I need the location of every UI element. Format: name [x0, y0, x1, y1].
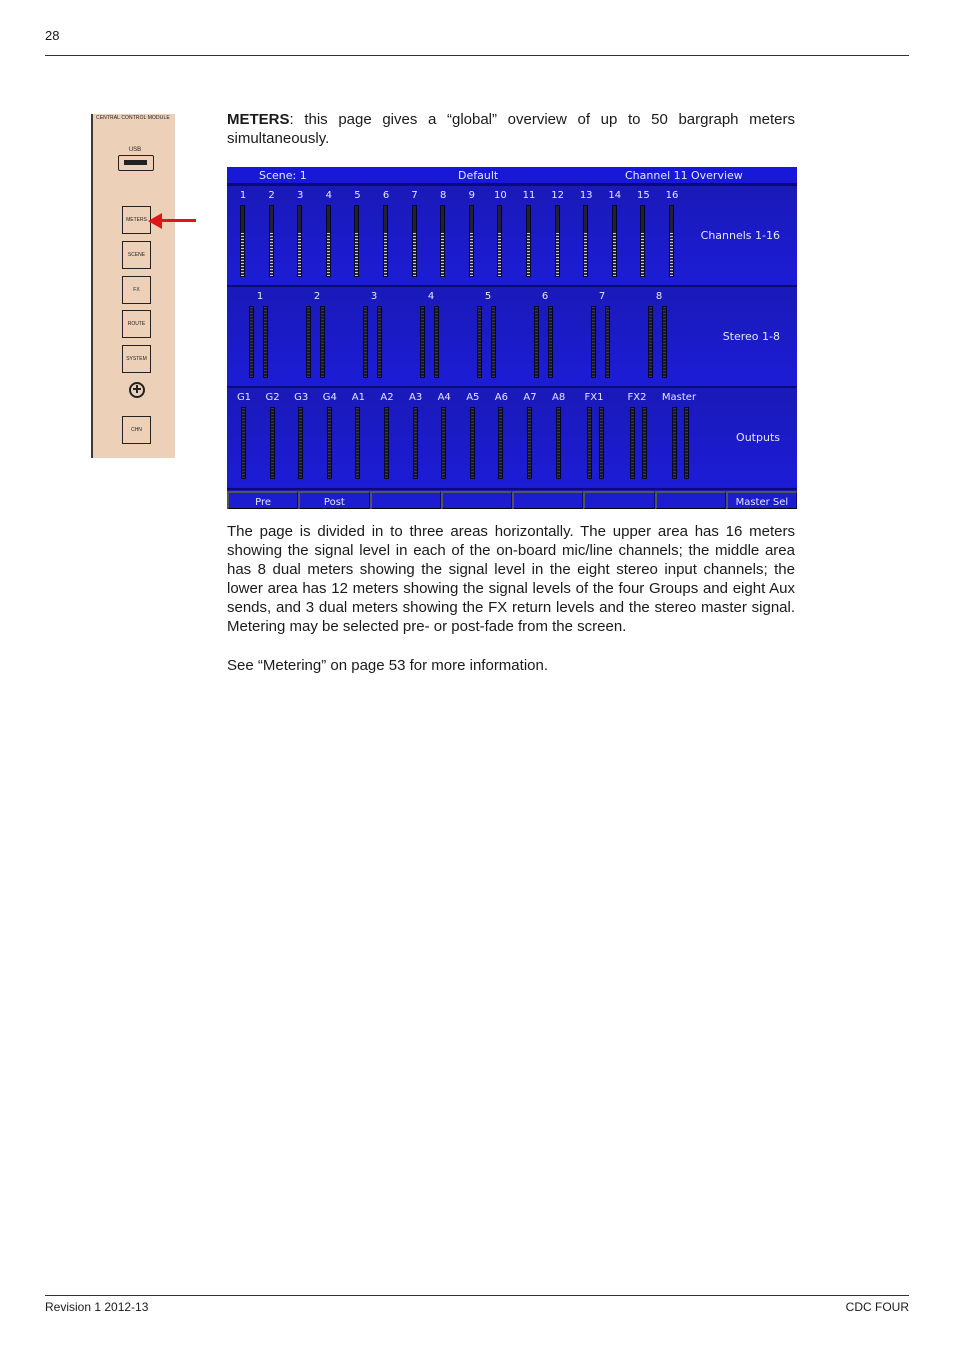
stereo-meter-label: 4 [427, 291, 435, 302]
screen-soft-button-7[interactable] [655, 491, 726, 509]
channel-meter-bar [526, 205, 531, 277]
channel-meter-bar [354, 205, 359, 277]
stereo-meter-bar-left [534, 306, 539, 378]
output-meter-label: A2 [380, 392, 394, 403]
output-meter-bar-left [672, 407, 677, 479]
output-meter-bar [441, 407, 446, 479]
meters-button[interactable]: METERS [122, 206, 151, 234]
channel-meter-bar [440, 205, 445, 277]
output-meter-bar [241, 407, 246, 479]
stereo-meter-label: 6 [541, 291, 549, 302]
output-meter-bar [556, 407, 561, 479]
channel-meter-label: 16 [665, 190, 679, 201]
screen-soft-button-5[interactable] [512, 491, 583, 509]
fx-button[interactable]: FX [122, 276, 151, 304]
channel-indicator: Channel 11 [625, 169, 688, 182]
stereo-meter-bar-right [605, 306, 610, 378]
output-meter-label: A7 [523, 392, 537, 403]
output-meter-label: A4 [437, 392, 451, 403]
channel-meter-bar [497, 205, 502, 277]
output-meter-label: A8 [551, 392, 566, 403]
channel-meter-label: 15 [637, 190, 650, 201]
channel-meter-label: 7 [411, 190, 418, 201]
footer-revision: Revision 1 2012-13 [45, 1300, 149, 1314]
encoder-plus-icon[interactable] [129, 382, 145, 398]
channel-meter-bar [326, 205, 331, 277]
footer-rule [45, 1295, 909, 1296]
channel-meter-bar [412, 205, 417, 277]
channel-meter-label: 11 [522, 190, 536, 201]
output-meter-bar-left [587, 407, 592, 479]
stereo-meter-bar-right [491, 306, 496, 378]
output-meter-bar [527, 407, 532, 479]
outputs-section [227, 386, 797, 487]
scene-button[interactable]: SCENE [122, 241, 151, 269]
stereo-section [227, 285, 797, 386]
channel-meter-bar [240, 205, 245, 277]
stereo-meter-bar-left [420, 306, 425, 378]
stereo-meter-bar-right [548, 306, 553, 378]
scene-name: Default [458, 169, 499, 182]
screen-soft-button-8[interactable]: Master Sel [726, 491, 797, 509]
output-meter-label: A5 [466, 392, 480, 403]
stereo-meter-bar-left [306, 306, 311, 378]
output-meter-label: G4 [322, 392, 337, 403]
panel-title: CENTRAL CONTROL MODULE [96, 115, 170, 121]
stereo-section-label: Stereo 1-8 [722, 330, 780, 343]
view-name: Overview [691, 169, 743, 182]
stereo-meter-label: 2 [313, 291, 321, 302]
meter-screen [227, 167, 797, 509]
output-meter-label: A1 [351, 392, 365, 403]
channel-meter-label: 14 [608, 190, 622, 201]
channel-meter-bar [469, 205, 474, 277]
channel-meter-bar [669, 205, 674, 277]
channel-meter-bar [555, 205, 560, 277]
output-meter-bar [298, 407, 303, 479]
outputs-section-label: Outputs [736, 431, 780, 444]
screen-header [227, 167, 797, 184]
stereo-meter-bar-right [662, 306, 667, 378]
channel-meter-bar [612, 205, 617, 277]
channel-meter-bar [297, 205, 302, 277]
stereo-meter-label: 8 [655, 291, 663, 302]
stereo-meter-bar-right [434, 306, 439, 378]
stereo-meter-bar-right [263, 306, 268, 378]
output-meter-label: FX1 [584, 392, 604, 403]
chn-button[interactable]: CHN [122, 416, 151, 444]
output-meter-bar-right [599, 407, 604, 479]
output-meter-bar-left [630, 407, 635, 479]
system-button[interactable]: SYSTEM [122, 345, 151, 373]
output-meter-label: Master [661, 392, 697, 403]
footer-product: CDC FOUR [845, 1300, 909, 1314]
channel-meter-label: 12 [551, 190, 564, 201]
stereo-meter-label: 7 [598, 291, 606, 302]
stereo-meter-label: 5 [484, 291, 492, 302]
channel-meter-label: 1 [239, 190, 247, 201]
output-meter-label: FX2 [627, 392, 647, 403]
output-meter-bar-right [684, 407, 689, 479]
stereo-meter-bar-left [363, 306, 368, 378]
control-module-panel [91, 114, 175, 458]
channel-meter-label: 5 [354, 190, 361, 201]
output-meter-bar-right [642, 407, 647, 479]
screen-soft-button-2[interactable]: Post [298, 491, 369, 509]
channel-meter-label: 10 [494, 190, 507, 201]
see-also-paragraph: See “Metering” on page 53 for more information. [227, 657, 548, 674]
output-meter-label: G1 [236, 392, 252, 403]
output-meter-bar [355, 407, 360, 479]
page-number: 28 [45, 28, 60, 43]
channels-section-label: Channels 1-16 [700, 229, 780, 242]
usb-port-icon [118, 155, 154, 171]
route-button[interactable]: ROUTE [122, 310, 151, 338]
channel-meter-bar [640, 205, 645, 277]
channel-meter-bar [383, 205, 388, 277]
channel-meter-label: 6 [382, 190, 390, 201]
output-meter-label: A6 [494, 392, 508, 403]
stereo-meter-label: 3 [370, 291, 378, 302]
intro-bold: METERS [227, 111, 290, 128]
channel-meter-label: 4 [325, 190, 332, 201]
channel-meter-label: 9 [468, 190, 475, 201]
stereo-meter-bar-right [377, 306, 382, 378]
stereo-meter-bar-left [648, 306, 653, 378]
output-meter-bar [384, 407, 389, 479]
channel-meter-label: 13 [579, 190, 593, 201]
header-rule [45, 55, 909, 56]
channel-meter-bar [269, 205, 274, 277]
output-meter-bar [270, 407, 275, 479]
output-meter-label: G3 [294, 392, 309, 403]
screen-soft-button-3[interactable] [370, 491, 441, 509]
output-meter-bar [413, 407, 418, 479]
channels-section [227, 184, 797, 285]
stereo-meter-bar-left [591, 306, 596, 378]
stereo-meter-bar-left [249, 306, 254, 378]
channel-meter-label: 8 [440, 190, 447, 201]
description-paragraph: The page is divided in to three areas horizontally. The upper area has 16 meters showing the signal level in each of the on-board mic/line channels; the middle area has 8 dual meters showing the signal level in the eight stereo input channels; the lower area has 12 meters showing the signal levels of the four Groups and eight Aux sends, and 3 dual meters showing the FX return levels and the stereo master signal. Metering may be selected pre- or post-fade from the screen. [227, 523, 795, 635]
channel-meter-label: 2 [268, 190, 275, 201]
usb-label: USB [128, 147, 142, 153]
pointer-arrow-icon [148, 213, 196, 229]
output-meter-bar [327, 407, 332, 479]
output-meter-bar [498, 407, 503, 479]
channel-meter-label: 3 [297, 190, 304, 201]
screen-soft-button-1[interactable]: Pre [227, 491, 298, 509]
intro-text: : this page gives a “global” overview of up to 50 bargraph meters simultaneously. [227, 111, 795, 147]
scene-indicator: Scene: 1 [259, 169, 307, 182]
stereo-meter-label: 1 [256, 291, 264, 302]
screen-soft-button-4[interactable] [441, 491, 512, 509]
screen-button-bar [227, 488, 797, 509]
output-meter-label: G2 [265, 392, 280, 403]
stereo-meter-bar-left [477, 306, 482, 378]
intro-paragraph [227, 110, 795, 148]
stereo-meter-bar-right [320, 306, 325, 378]
screen-soft-button-6[interactable] [583, 491, 654, 509]
channel-meter-bar [583, 205, 588, 277]
output-meter-bar [470, 407, 475, 479]
output-meter-label: A3 [408, 392, 423, 403]
